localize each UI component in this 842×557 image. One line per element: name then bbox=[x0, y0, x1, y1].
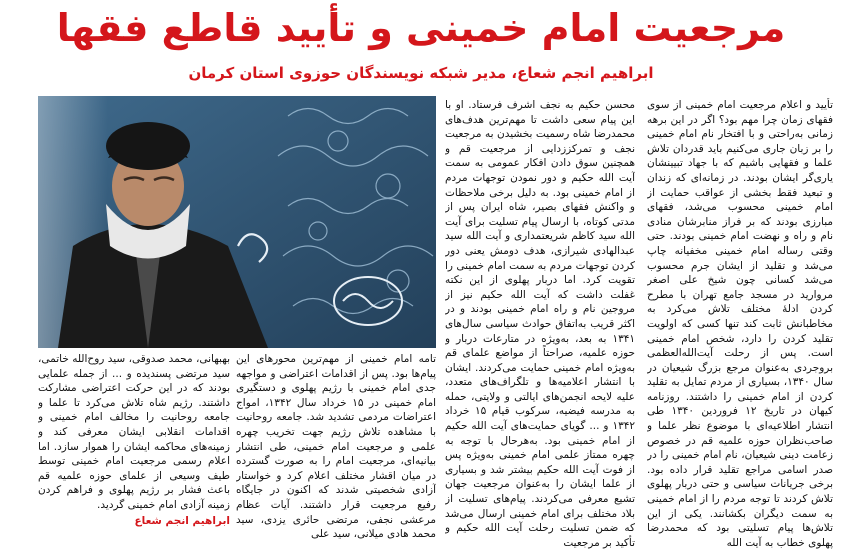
article-column-4 bbox=[38, 352, 230, 550]
article-column-1 bbox=[647, 98, 833, 550]
author-signature: ابراهیم انجم شعاع bbox=[134, 514, 230, 527]
article-column-2 bbox=[445, 98, 635, 550]
byline: ابراهیم انجم شعاع، مدیر شبکه نویسندگان حوزوی استان کرمان bbox=[188, 64, 654, 82]
article-column-3 bbox=[236, 352, 436, 550]
article-paragraph: تأیید و اعلام مرجعیت امام خمینی از سوی فقهای زمان چرا مهم بود؟ اگر در این برهه زمانی به‌راحتی و با افتخار نام امام خمینی را بر زبان جاری می‌کنیم باید قدردان تلاش علما و فقهایی باشیم که با جهاد تبیینشان یاری‌گر ایشان بودند. در زمانه‌ای که زندان و تبعید فقط بخشی از عواقب حمایت از امام خمینی محسوب می‌شد، فقهای مبارزی بودند که بر فراز منابرشان منادی نام و راه و نهضت امام خمینی بودند. حتی وقتی رساله امام خمینی مخفیانه چاپ می‌شد و تقلید از ایشان جرم محسوب می‌شد کسانی چون شیخ علی اصغر مروارید در مسجد جامع تهران با مطرح کردن ادلهٔ مختلف تلاش می‌کرد به مخاطبانش ثابت کند تنها کسی که اولویت تقلید کردن را دارد، شخص امام خمینی است. پس از رحلت آیت‌الله‌العظمی بروجردی به‌عنوان مرجع بزرگ شیعیان در سال ۱۳۴۰، بسیاری از مردم تمایل به تقلید کردن از امام خمینی را داشتند. روزنامه کیهان در تاریخ ۱۲ فروردین ۱۳۴۰ طی انتشار اطلاعیه‌ای با موضوع نظر علما و صاحب‌نظران حوزه علمیه قم در خصوص زعامت دینی شیعیان، نام امام خمینی را در صدر اسامی مراجع تقلید قرار داده بود. برخی جریانات سیاسی و حتی دربار پهلوی تلاش کردند تا توجه مردم را از امام خمینی به سمت دیگران بکشانند. یکی از این تلاش‌ها پیام تسلیتی بود که محمدرضا پهلوی خطاب به آیت الله bbox=[647, 99, 833, 549]
page-title: مرجعیت امام خمینی و تأیید قاطع فقها bbox=[56, 6, 786, 50]
article-paragraph: بهبهانی، محمد صدوقی، سید روح‌الله خاتمی، سید مرتضی پسندیده و ... از جمله علمایی بودند که در این حرکت اعتراضی مشارکت داشتند. رژیم شاه تلاش می‌کرد تا علما و جامعه روحانیت را مخالف امام خمینی و اقدامات انقلابی ایشان معرفی کند و زمینه‌های محاکمه ایشان را هموار سازد. اما اعلام رسمی مرجعیت امام خمینی توسط طیف وسیعی از علمای حوزه علمیه قم باعث فشار بر رژیم پهلوی و فراهم کردن زمینه آزادی امام خمینی گردید. bbox=[38, 353, 230, 511]
portrait-photo bbox=[38, 96, 436, 348]
article-paragraph: محسن حکیم به نجف اشرف فرستاد. او با این پیام سعی داشت تا مهم‌ترین هدف‌های محمدرضا شاه رسمیت بخشیدن به مرجعیت نجف و تمرکززدایی از مرجعیت قم و همچنین سوق دادن افکار عمومی به سمت آیت الله حکیم و دور نمودن توجهات مردم از امام خمینی بود. به دلیل برخی ملاحظات و واکنش فقهای بصیر، شاه ایران پس از مدتی کوتاه، با ارسال پیام تسلیت برای آیت الله سید کاظم شریعتمداری و آیت الله سید عبدالهادی شیرازی، هدف دومش یعنی دور کردن توجهات مردم به سمت امام خمینی را تقویت کرد. اما دربار پهلوی از این نکته غفلت داشت که آیت الله حکیم نیز از مروجین نام و راه امام خمینی بودند و در اکثر قریب به‌اتفاق حوادث سیاسی سال‌های ۱۳۴۱ به بعد، به‌ویژه در متارعات دربار و حوزه علمیه، صراحتاً از مواضع علمای قم به‌ویژه امام خمینی حمایت می‌کردند. ایشان با انتشار اعلامیه‌ها و تلگراف‌های متعدد، علیه لایحه انجمن‌های ایالتی و ولایتی، حمله به مدرسه فیضیه، سرکوب قیام ۱۵ خرداد ۱۳۴۲ و ... گویای حمایت‌های آیت الله حکیم از امام خمینی بود. به‌هرحال با توجه به چهره ممتاز علمی امام خمینی به‌ویژه پس از فوت آیت الله حکیم بیشتر شد و بسیاری از علما ایشان را به‌عنوان مرجعیت جهان تشیع معرفی می‌کردند. پیام‌های تسلیت از بلاد مختلف برای امام خمینی ارسال می‌شد که ضمن تسلیت رحلت آیت الله حکیم و تأکید بر مرجعیت bbox=[445, 99, 635, 549]
article-paragraph: تامه امام خمینی از مهم‌ترین محورهای این پیام‌ها بود. پس از اقدامات اعتراضی و مواجهه جدی امام خمینی با رژیم پهلوی و دستگیری امام خمینی در ۱۵ خرداد سال ۱۳۴۲، امواج اعتراضات مردمی تشدید شد. جامعه روحانیت با مشاهده تلاش رژیم جهت تخریب چهره علمی و مرجعیت امام خمینی، طی انتشار بیانیه‌ای، مرجعیت امام را به صورت گسترده در میان اقشار مختلف اعلام کرد و خواستار آزادی شخصیتی شدند که اکنون در جایگاه رفیع مرجعیت قرار داشتند. آیات عظام مرعشی نجفی، مرتضی حائری یزدی، سید محمد هادی میلانی، سید علی bbox=[236, 353, 436, 541]
